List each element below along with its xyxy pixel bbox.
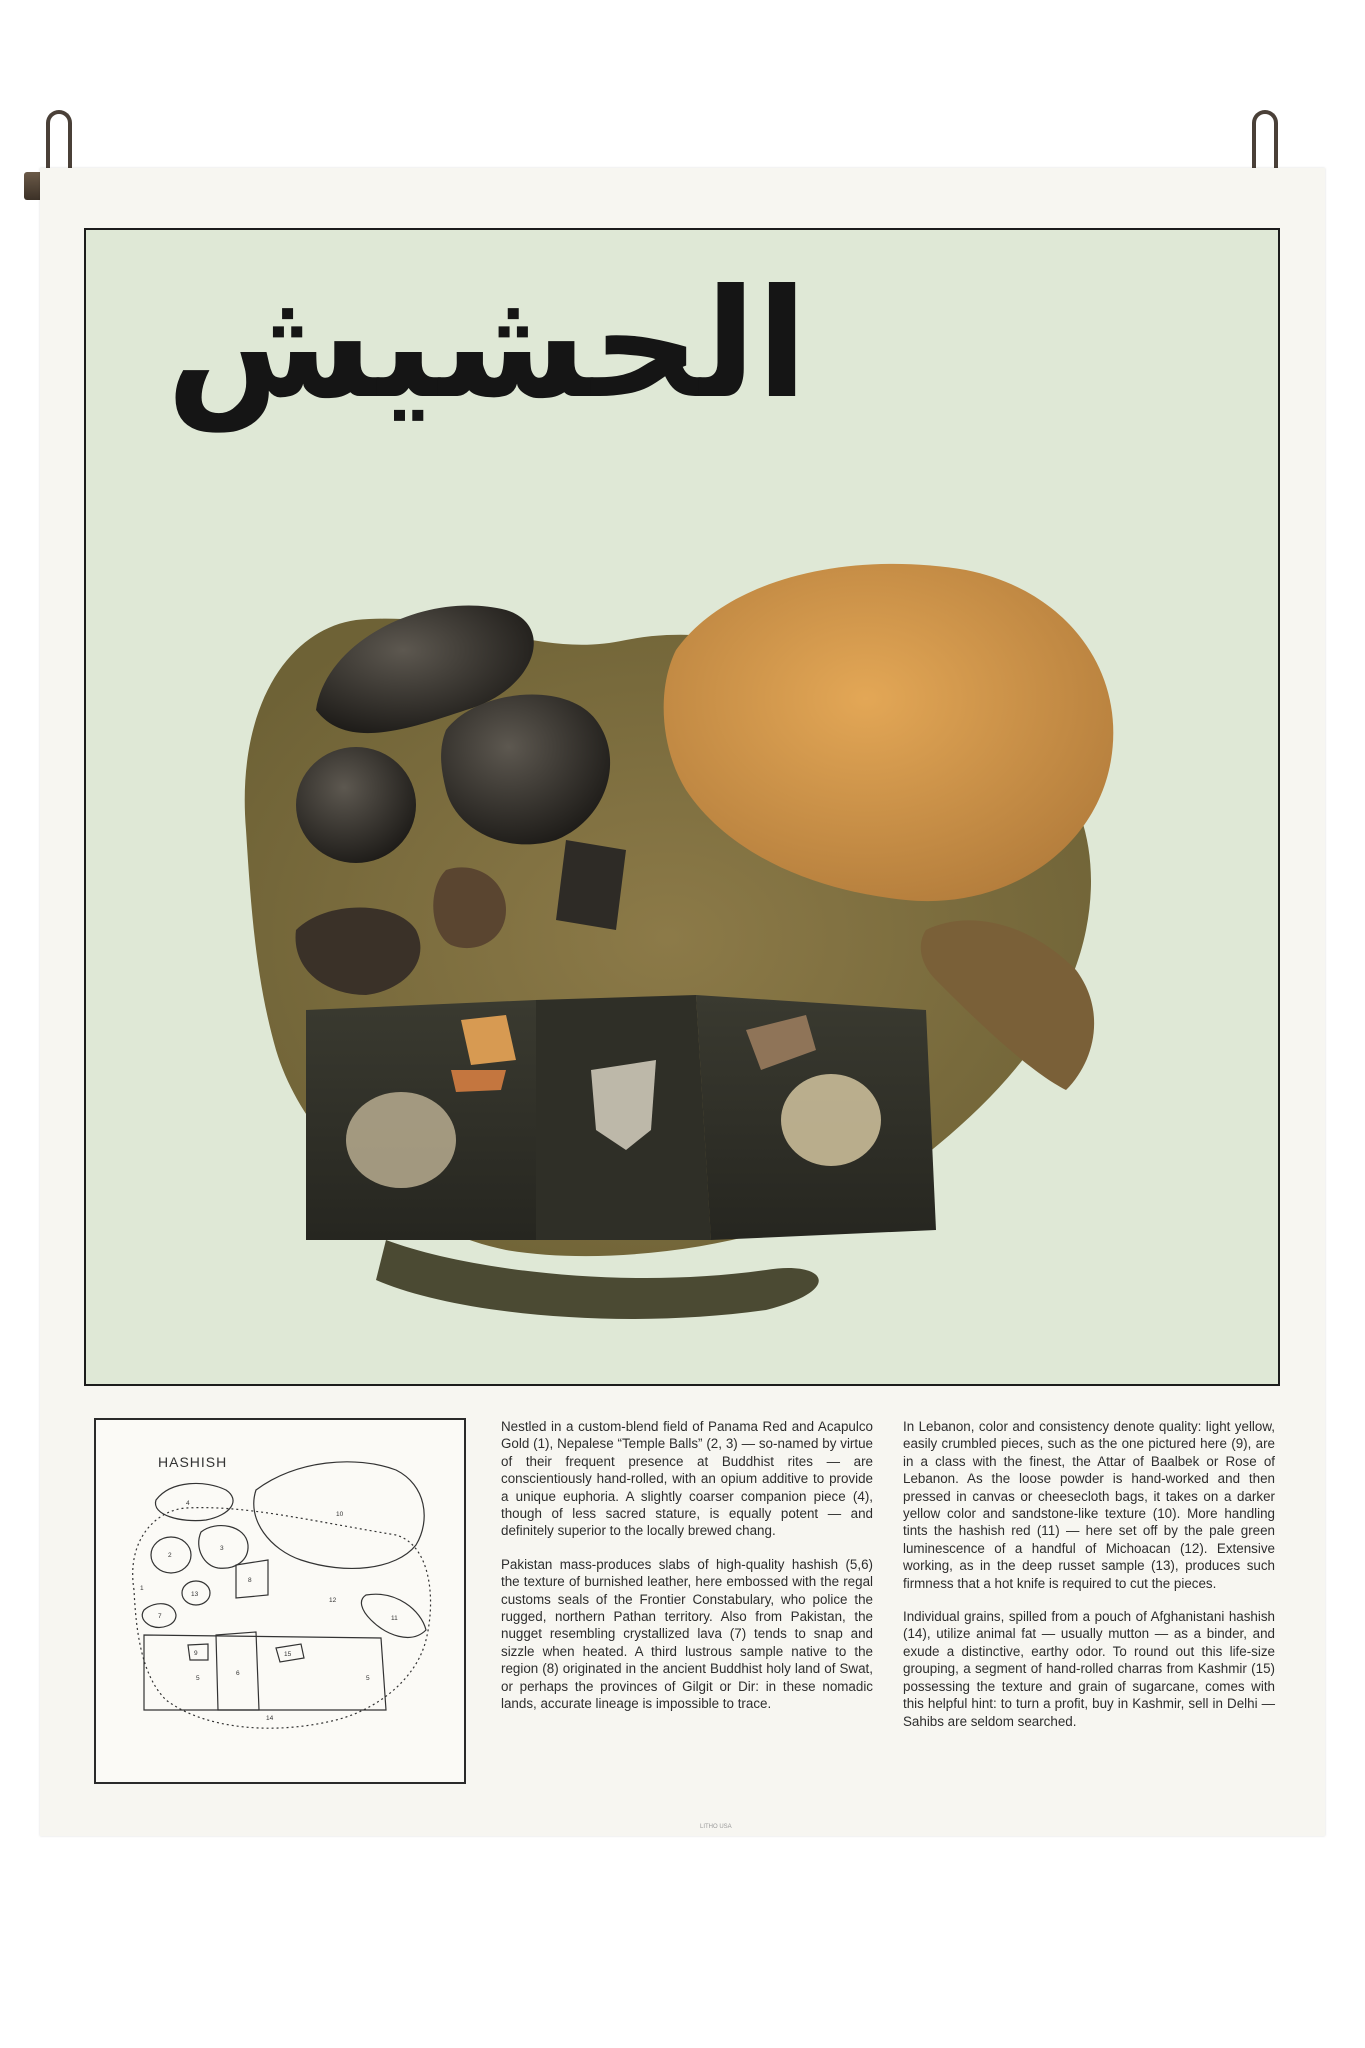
key-num-2: 2 — [168, 1552, 172, 1559]
key-num-8: 8 — [248, 1577, 252, 1584]
key-num-3: 3 — [220, 1545, 224, 1552]
key-outline-slab — [144, 1635, 386, 1710]
arabic-title: الحشيش — [166, 258, 808, 432]
key-title: HASHISH — [158, 1454, 228, 1470]
description-column-2 — [903, 1418, 1275, 1746]
key-outline-4 — [155, 1483, 233, 1520]
hashish-specimens-illustration — [206, 410, 1206, 1330]
specimen-9b — [451, 1070, 506, 1092]
specimen-2 — [296, 747, 416, 863]
key-outline-drawing — [96, 1420, 468, 1786]
specimen-photo — [84, 228, 1280, 1386]
printer-imprint: LITHO USA — [700, 1824, 732, 1830]
key-num-4: 4 — [186, 1500, 190, 1507]
paragraph-lebanon: In Lebanon, color and consistency denote quality: light yellow, easily crumbled pieces, such as the one pictured here (9), are in a class with the finest, the Attar of Baalbek or Rose of Lebanon. As the loose powder is hand-worked and then pressed in canvas or cheesecloth bags, it takes on a darker yellow color and sandstone-like texture (10). More handling tints the hashish red (11) — here set off by the pale green luminescence of a handful of Michoacan (12). Extensive working, as in the deep russet sample (13), produces such firmness that a hot knife is required to cut the pieces. — [903, 1419, 1275, 1591]
customs-seal-left — [346, 1092, 456, 1188]
paragraph-afghan-kashmir: Individual grains, spilled from a pouch of Afghanistani hashish (14), utilize animal fat — usually mutton — as a binder, and exude a distinctive, earthy odor. To round out this life-size grouping, a segment of hand-rolled charras from Kashmir (15) possessing the texture and grain of sugarcane, comes with this helpful hint: to turn a profit, buy in Kashmir, sell in Delhi — Sahibs are seldom searched. — [903, 1609, 1275, 1729]
customs-seal-right — [781, 1074, 881, 1166]
key-num-7: 7 — [158, 1613, 162, 1620]
key-outline-9 — [188, 1644, 208, 1660]
key-num-13: 13 — [191, 1591, 199, 1598]
paragraph-nepal-pakistan-1: Nestled in a custom-blend field of Panama Red and Acapulco Gold (1), Nepalese “Temple Balls” (2, 3) — so-named by virtue of their frequent presence at Buddhist rites — are conscientiously hand-rolled, with an opium additive to provide a unique euphoria. A slightly coarser companion piece (4), though of less sacred stature, is equally potent — and definitely superior to the locally brewed chang. — [501, 1419, 873, 1539]
key-num-14: 14 — [266, 1715, 274, 1722]
key-num-10: 10 — [336, 1511, 344, 1518]
key-num-9: 9 — [194, 1650, 198, 1657]
key-num-11: 11 — [391, 1615, 398, 1622]
specimen-key-diagram — [94, 1418, 466, 1784]
description-column-1 — [501, 1418, 873, 1729]
key-num-6: 6 — [236, 1670, 240, 1677]
key-num-1: 1 — [140, 1585, 144, 1592]
paragraph-nepal-pakistan-2: Pakistan mass-produces slabs of high-quality hashish (5,6) the texture of burnished leather, here embossed with the regal customs seals of the Frontier Constabulary, who police the rugged, northern Pathan territory. Also from Pakistan, the nugget resembling crystallized lava (7) tends to snap and sizzle when heated. A third lustrous sample native to the region (8) originated in the ancient Buddhist holy land of Swat, or perhaps the provinces of Gilgit or Dir: in these nomadic lands, accurate lineage is impossible to trace. — [501, 1556, 873, 1712]
key-outline-1 — [133, 1508, 431, 1729]
key-num-12: 12 — [329, 1597, 337, 1604]
key-num-5b: 5 — [366, 1675, 370, 1682]
key-outline-8 — [236, 1560, 268, 1598]
key-num-15: 15 — [284, 1651, 292, 1658]
key-num-5a: 5 — [196, 1675, 200, 1682]
specimen-8 — [556, 840, 626, 930]
